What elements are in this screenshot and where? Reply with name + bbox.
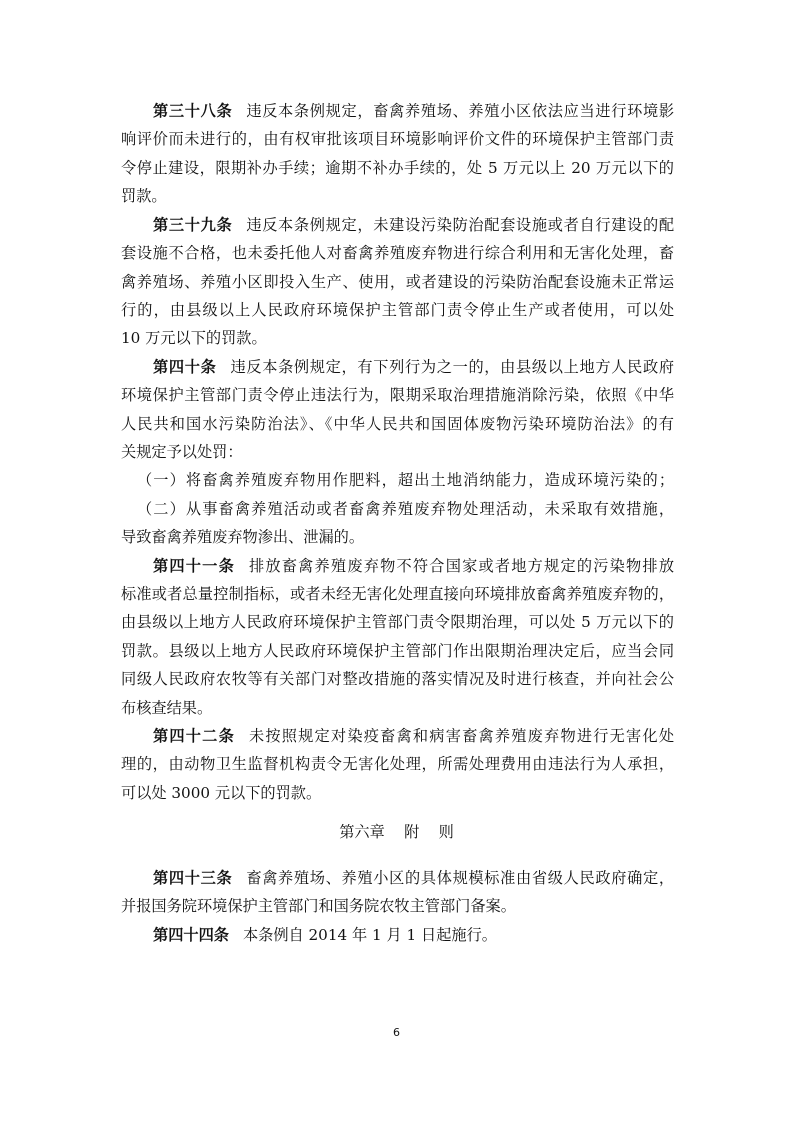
article-41-label: 第四十一条: [153, 557, 235, 575]
article-44-label: 第四十四条: [153, 926, 229, 944]
article-38-line-3: 令停止建设，限期补办手续；逾期不补办手续的，处 5 万元以上 20 万元以下的: [121, 159, 674, 177]
article-42-line-2: 理的，由动物卫生监督机构责令无害化处理，所需处理费用由违法行为人承担，: [121, 755, 674, 773]
article-38-line-1: 第三十八条 违反本条例规定，畜禽养殖场、养殖小区依法应当进行环境影: [153, 102, 674, 120]
article-39-line-3: 禽养殖场、养殖小区即投入生产、使用，或者建设的污染防治配套设施未正常运: [121, 273, 674, 291]
article-44-line-1: 第四十四条 本条例自 2014 年 1 月 1 日起施行。: [153, 926, 497, 944]
article-38-line-4: 罚款。: [121, 187, 167, 205]
article-41-line-6: 布核查结果。: [121, 699, 213, 717]
article-38-line-2: 响评价而未进行的，由有权审批该项目环境影响评价文件的环境保护主管部门责: [121, 130, 674, 148]
chapter-heading: 第六章 附 则: [339, 823, 454, 841]
article-43-line-2: 并报国务院环境保护主管部门和国务院农牧主管部门备案。: [121, 897, 516, 915]
article-39-line-1: 第三十九条 违反本条例规定，未建设污染防治配套设施或者自行建设的配: [153, 216, 674, 234]
article-42-line-3: 可以处 3000 元以下的罚款。: [121, 784, 322, 802]
article-41-line-3: 由县级以上地方人民政府环境保护主管部门责令限期治理，可以处 5 万元以下的: [121, 613, 674, 631]
article-40-line-2: 环境保护主管部门责令停止违法行为，限期采取治理措施消除污染，依照《中华: [121, 386, 674, 404]
article-43-line-1: 第四十三条 畜禽养殖场、养殖小区的具体规模标准由省级人民政府确定，: [153, 869, 674, 887]
article-39-line-4: 行的，由县级以上人民政府环境保护主管部门责令停止生产或者使用，可以处: [121, 301, 674, 319]
article-41-line-5: 同级人民政府农牧等有关部门对整改措施的落实情况及时进行核查，并向社会公: [121, 670, 674, 688]
article-41-line-4: 罚款。县级以上地方人民政府环境保护主管部门作出限期治理决定后，应当会同: [121, 642, 674, 660]
article-39-line-2: 套设施不合格，也未委托他人对畜禽养殖废弃物进行综合利用和无害化处理，畜: [121, 244, 674, 262]
article-40-item-1: （一）将畜禽养殖废弃物用作肥料，超出土地消纳能力，造成环境污染的；: [137, 471, 674, 489]
page-number: 6: [393, 1026, 400, 1039]
article-39-label: 第三十九条: [153, 216, 233, 234]
article-39-line-5: 10 万元以下的罚款。: [121, 329, 267, 347]
article-40-item-2: （二）从事畜禽养殖活动或者畜禽养殖废弃物处理活动，未采取有效措施，: [137, 500, 674, 518]
article-40-item-2-cont: 导致畜禽养殖废弃物渗出、泄漏的。: [121, 528, 364, 546]
article-42-label: 第四十二条: [153, 727, 235, 745]
article-38-label: 第三十八条: [153, 102, 233, 120]
article-41-line-2: 标准或者总量控制指标，或者未经无害化处理直接向环境排放畜禽养殖废弃物的，: [121, 585, 674, 603]
article-41-line-1: 第四十一条 排放畜禽养殖废弃物不符合国家或者地方规定的污染物排放: [153, 557, 674, 575]
article-40-line-3: 人民共和国水污染防治法》、《中华人民共和国固体废物污染环境防治法》的有: [121, 415, 674, 433]
article-40-line-1: 第四十条 违反本条例规定，有下列行为之一的，由县级以上地方人民政府: [153, 358, 674, 376]
article-43-label: 第四十三条: [153, 869, 233, 887]
article-40-label: 第四十条: [153, 358, 217, 376]
article-42-line-1: 第四十二条 未按照规定对染疫畜禽和病害畜禽养殖废弃物进行无害化处: [153, 727, 674, 745]
article-40-line-4: 关规定予以处罚：: [121, 443, 243, 461]
